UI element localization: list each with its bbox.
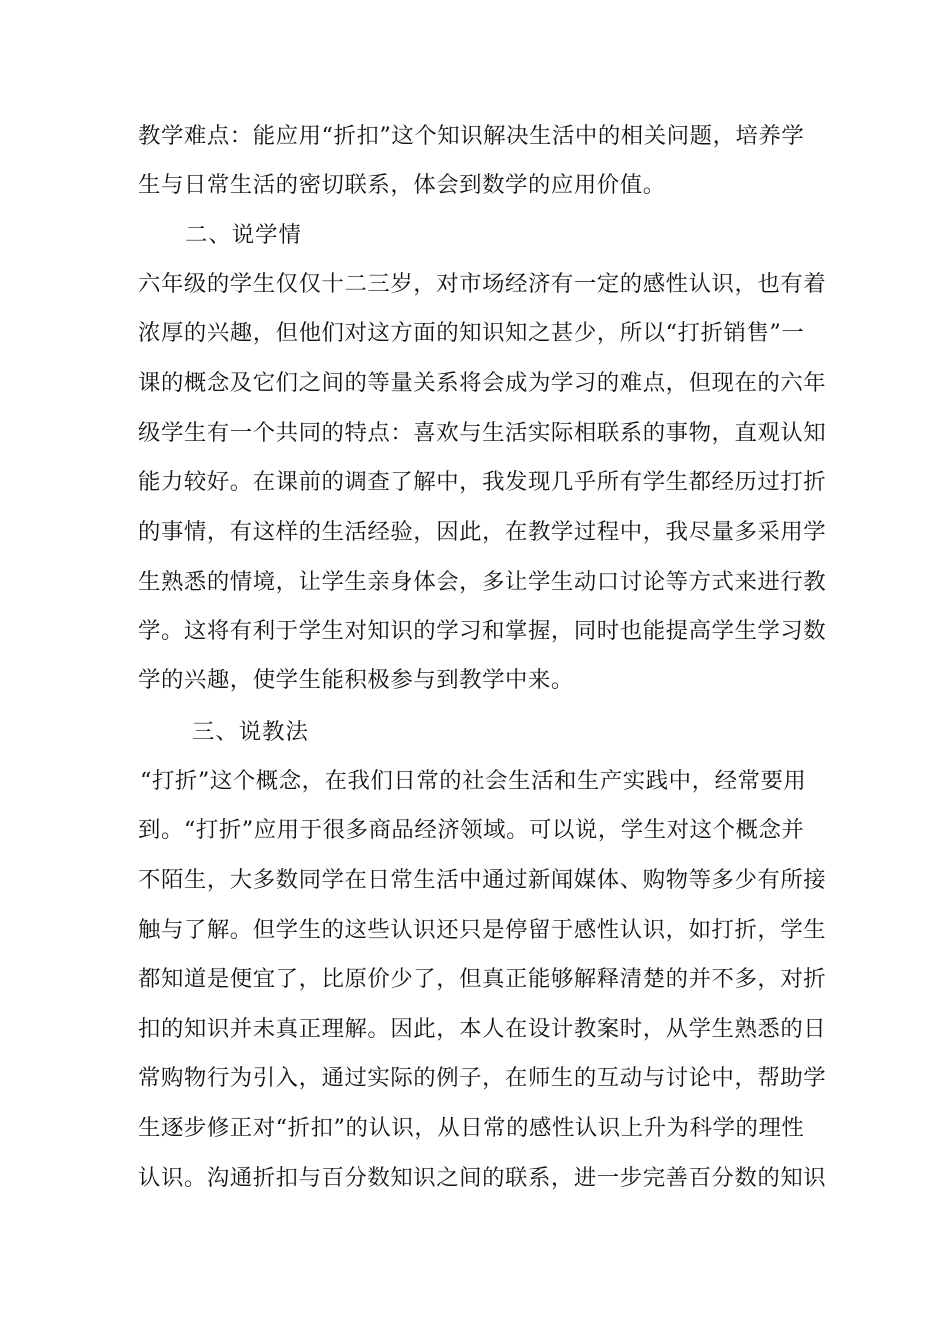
paragraph-line: 课的概念及它们之间的等量关系将会成为学习的难点，但现在的六年: [138, 370, 827, 396]
paragraph-line: 触与了解。但学生的这些认识还只是停留于感性认识，如打折，学生: [138, 917, 827, 943]
paragraph-line: 都知道是便宜了，比原价少了，但真正能够解释清楚的并不多，对折: [138, 966, 827, 992]
paragraph-line: 扣的知识并未真正理解。因此，本人在设计教案时，从学生熟悉的日: [138, 1016, 827, 1042]
paragraph-line: 学。这将有利于学生对知识的学习和掌握，同时也能提高学生学习数: [138, 618, 827, 644]
paragraph-line: 常购物行为引入，通过实际的例子，在师生的互动与讨论中，帮助学: [138, 1065, 827, 1091]
paragraph-line: 六年级的学生仅仅十二三岁，对市场经济有一定的感性认识，也有着: [138, 271, 827, 297]
paragraph-line: “打折”这个概念，在我们日常的社会生活和生产实践中，经常要用: [140, 768, 807, 794]
section-heading: 二、说学情: [185, 222, 302, 248]
paragraph-line: 的事情，有这样的生活经验，因此，在教学过程中，我尽量多采用学: [138, 519, 827, 545]
paragraph-line: 不陌生，大多数同学在日常生活中通过新闻媒体、购物等多少有所接: [138, 867, 827, 893]
paragraph-line: 认识。沟通折扣与百分数知识之间的联系，进一步完善百分数的知识: [138, 1165, 827, 1191]
paragraph-line: 浓厚的兴趣，但他们对这方面的知识知之甚少，所以“打折销售”一: [138, 320, 805, 346]
paragraph-line: 生熟悉的情境，让学生亲身体会，多让学生动口讨论等方式来进行教: [138, 569, 827, 595]
paragraph-line: 生逐步修正对“折扣”的认识，从日常的感性认识上升为科学的理性: [138, 1115, 805, 1141]
section-heading: 三、说教法: [192, 719, 309, 745]
paragraph-line: 学的兴趣，使学生能积极参与到教学中来。: [138, 667, 574, 693]
paragraph-line: 生与日常生活的密切联系，体会到数学的应用价值。: [138, 172, 666, 198]
paragraph-line: 教学难点：能应用“折扣”这个知识解决生活中的相关问题，培养学: [138, 123, 805, 149]
paragraph-line: 能力较好。在课前的调查了解中，我发现几乎所有学生都经历过打折: [138, 469, 827, 495]
paragraph-line: 到。“打折”应用于很多商品经济领域。可以说，学生对这个概念并: [138, 817, 805, 843]
paragraph-line: 级学生有一个共同的特点：喜欢与生活实际相联系的事物，直观认知: [138, 420, 827, 446]
